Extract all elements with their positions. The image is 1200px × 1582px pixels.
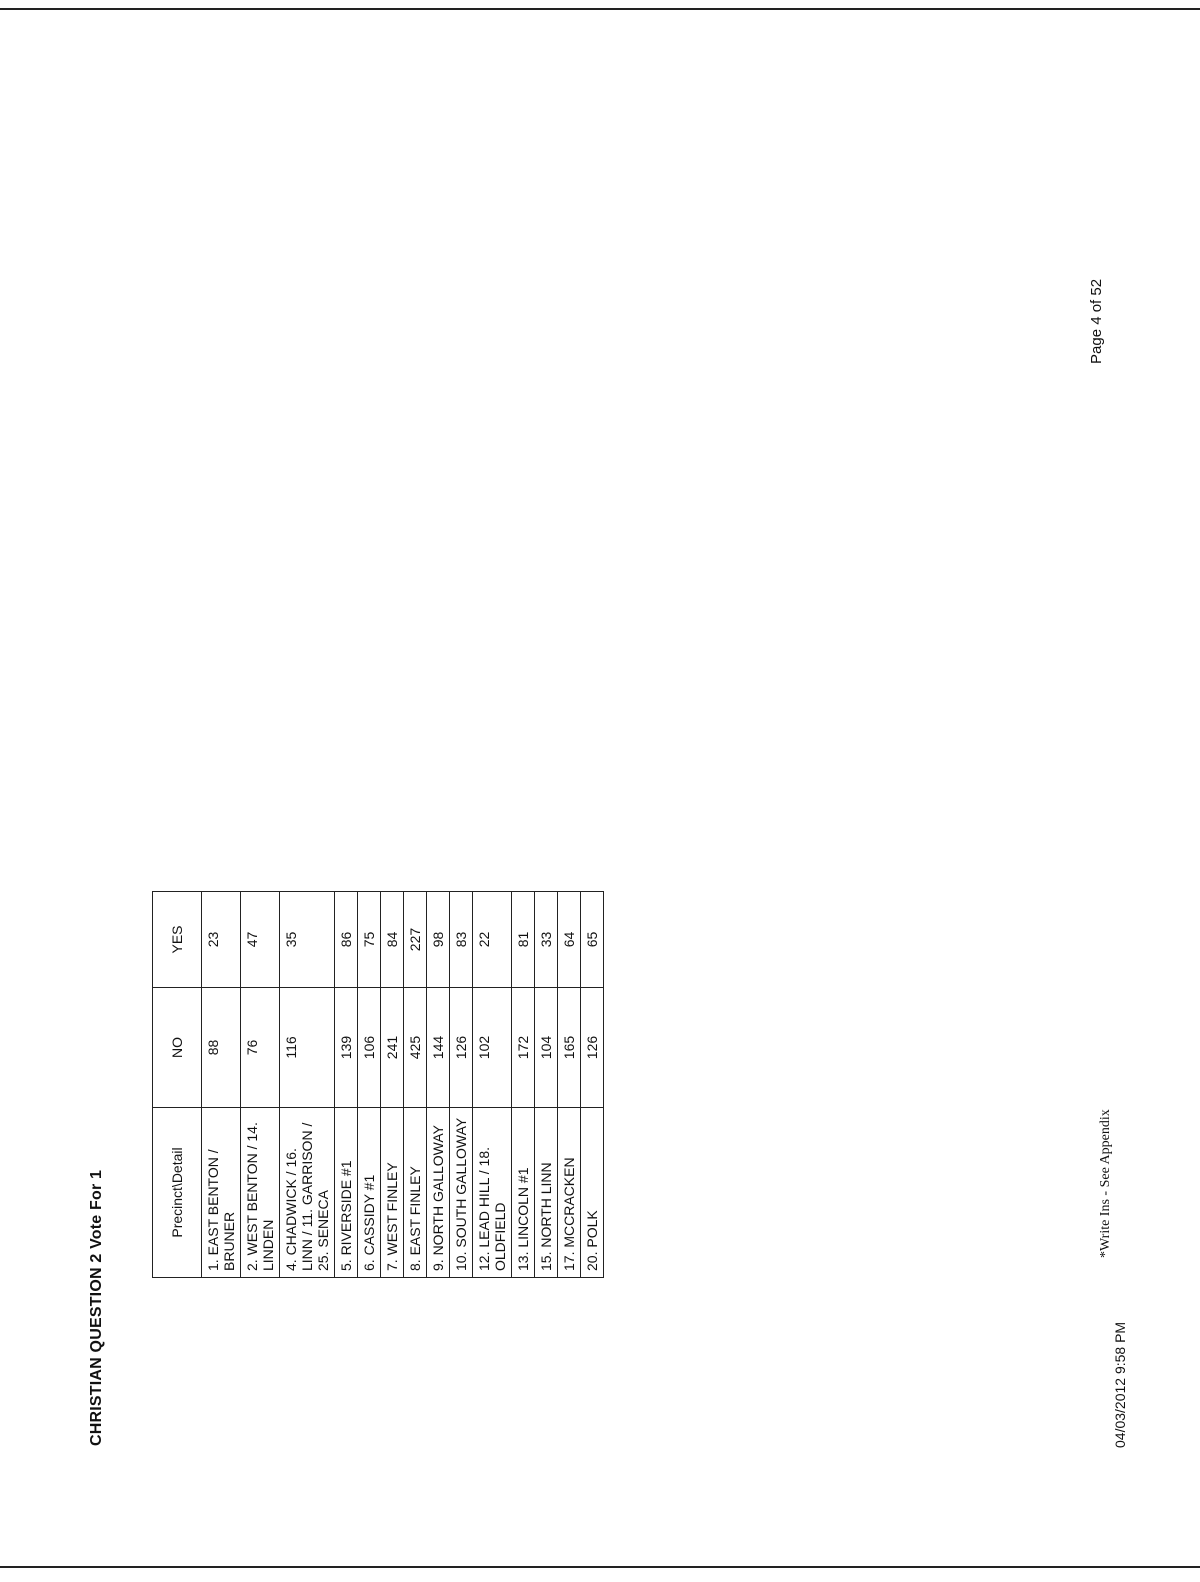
no-cell: 116	[280, 988, 335, 1108]
precinct-cell: 1. EAST BENTON / BRUNER	[202, 1108, 241, 1278]
no-cell: 126	[581, 988, 604, 1108]
precinct-cell: 12. LEAD HILL / 18. OLDFIELD	[473, 1108, 512, 1278]
no-cell: 144	[427, 988, 450, 1108]
table-row	[581, 892, 604, 1278]
precinct-cell: 2. WEST BENTON / 14. LINDEN	[241, 1108, 280, 1278]
yes-cell: 65	[581, 892, 604, 988]
yes-cell: 47	[241, 892, 280, 988]
precinct-cell: 4. CHADWICK / 16. LINN / 11. GARRISON / 25. SENECA	[280, 1108, 335, 1278]
no-cell: 172	[512, 988, 535, 1108]
table-row	[427, 892, 450, 1278]
precinct-cell: 20. POLK	[581, 1108, 604, 1278]
table-row	[404, 892, 427, 1278]
table-row	[512, 892, 535, 1278]
table-row	[535, 892, 558, 1278]
no-cell: 425	[404, 988, 427, 1108]
table-row	[280, 892, 335, 1278]
yes-cell: 75	[358, 892, 381, 988]
table-row	[450, 892, 473, 1278]
table-row	[335, 892, 358, 1278]
no-cell: 102	[473, 988, 512, 1108]
table-row	[558, 892, 581, 1278]
precinct-cell: 10. SOUTH GALLOWAY	[450, 1108, 473, 1278]
header-precinct: Precinct\Detail	[153, 1108, 202, 1278]
yes-cell: 64	[558, 892, 581, 988]
table-row	[381, 892, 404, 1278]
no-cell: 88	[202, 988, 241, 1108]
precinct-cell: 17. MCCRACKEN	[558, 1108, 581, 1278]
report-timestamp: 04/03/2012 9:58 PM	[1112, 1321, 1128, 1448]
table-row	[358, 892, 381, 1278]
precinct-cell: 13. LINCOLN #1	[512, 1108, 535, 1278]
no-cell: 241	[381, 988, 404, 1108]
table-row	[202, 892, 241, 1278]
precinct-cell: 7. WEST FINLEY	[381, 1108, 404, 1278]
table-row	[241, 892, 280, 1278]
yes-cell: 98	[427, 892, 450, 988]
header-no: NO	[153, 988, 202, 1108]
no-cell: 139	[335, 988, 358, 1108]
no-cell: 104	[535, 988, 558, 1108]
precinct-cell: 6. CASSIDY #1	[358, 1108, 381, 1278]
report-title: CHRISTIAN QUESTION 2 Vote For 1	[88, 1169, 105, 1446]
table-header-row	[153, 892, 202, 1278]
write-ins-note: *Write Ins - See Appendix	[1098, 1109, 1113, 1258]
no-cell: 76	[241, 988, 280, 1108]
yes-cell: 81	[512, 892, 535, 988]
yes-cell: 83	[450, 892, 473, 988]
no-cell: 165	[558, 988, 581, 1108]
no-cell: 106	[358, 988, 381, 1108]
yes-cell: 227	[404, 892, 427, 988]
yes-cell: 22	[473, 892, 512, 988]
yes-cell: 23	[202, 892, 241, 988]
yes-cell: 86	[335, 892, 358, 988]
no-cell: 126	[450, 988, 473, 1108]
precinct-cell: 8. EAST FINLEY	[404, 1108, 427, 1278]
header-yes: YES	[153, 892, 202, 988]
results-table	[152, 891, 604, 1278]
precinct-cell: 5. RIVERSIDE #1	[335, 1108, 358, 1278]
yes-cell: 33	[535, 892, 558, 988]
page-number: Page 4 of 52	[1088, 278, 1105, 364]
precinct-cell: 9. NORTH GALLOWAY	[427, 1108, 450, 1278]
yes-cell: 84	[381, 892, 404, 988]
yes-cell: 35	[280, 892, 335, 988]
precinct-cell: 15. NORTH LINN	[535, 1108, 558, 1278]
table-row	[473, 892, 512, 1278]
